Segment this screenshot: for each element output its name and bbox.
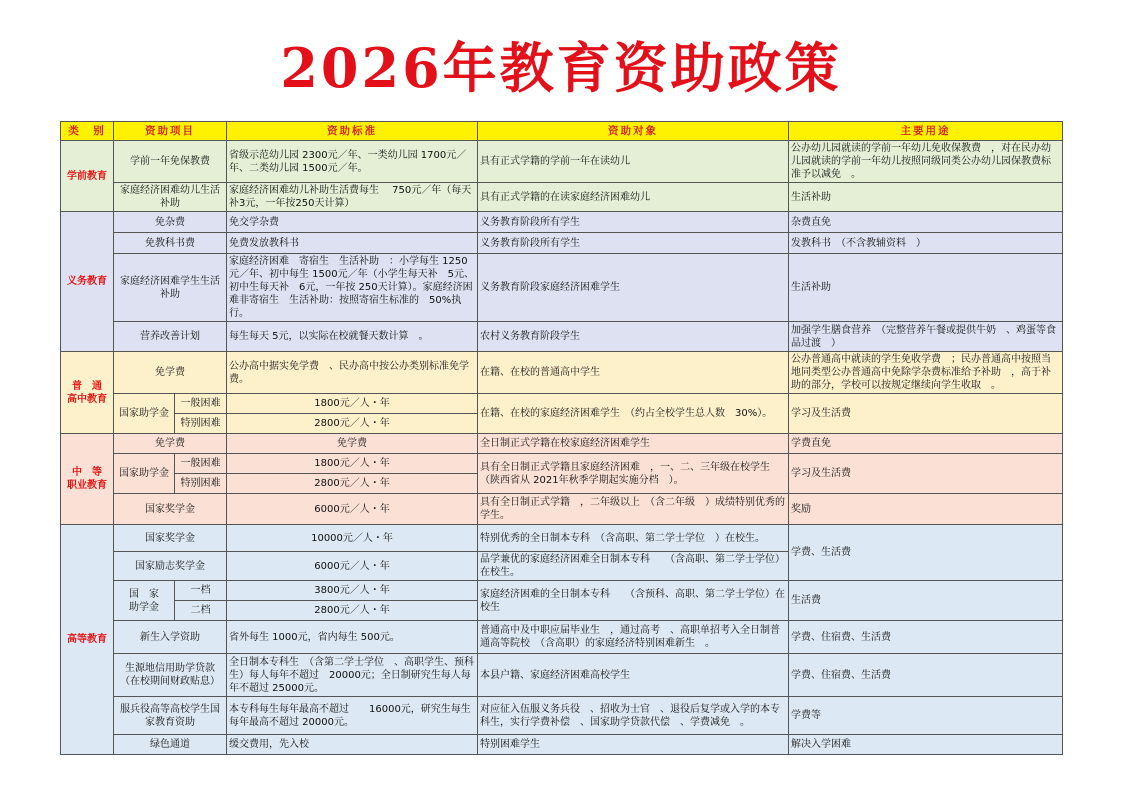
table-row	[61, 212, 1063, 233]
item-cell: 服兵役高等高校学生国家教育资助	[114, 697, 227, 735]
usage-cell: 学习及生活费	[789, 454, 1063, 494]
item-cell: 绿色通道	[114, 735, 227, 755]
level-cell: 一般困难	[175, 454, 227, 474]
usage-cell: 生活补助	[789, 183, 1063, 212]
table-row	[61, 654, 1063, 697]
usage-cell: 学费、住宿费、生活费	[789, 621, 1063, 654]
header-category: 类 别	[61, 122, 114, 141]
item-cell: 国家励志奖学金	[114, 552, 227, 581]
usage-cell: 奖励	[789, 494, 1063, 525]
standard-cell: 每生每天 5元，以实际在校就餐天数计算 。	[227, 322, 478, 352]
standard-cell: 2800元／人・年	[227, 601, 478, 621]
standard-cell: 6000元／人・年	[227, 494, 478, 525]
policy-table	[60, 121, 1063, 755]
table-row	[61, 322, 1063, 352]
target-cell: 家庭经济困难的全日制本专科 （含预科、高职、第二学士学位）在校生	[478, 581, 789, 621]
standard-cell: 免学费	[227, 434, 478, 454]
usage-cell: 学费等	[789, 697, 1063, 735]
item-cell: 国家奖学金	[114, 494, 227, 525]
target-cell: 品学兼优的家庭经济困难全日制本专科 （含高职、第二学士学位）在校生。	[478, 552, 789, 581]
header-target: 资助对象	[478, 122, 789, 141]
target-cell: 具有正式学籍的在读家庭经济困难幼儿	[478, 183, 789, 212]
usage-cell: 生活费	[789, 581, 1063, 621]
item-cell: 国家助学金	[114, 454, 175, 494]
target-cell: 义务教育阶段所有学生	[478, 233, 789, 254]
usage-cell: 公办普通高中就读的学生免收学费 ；民办普通高中按照当地同类型公办普通高中免除学杂费标准给予补助 ，高于补助的部分，学校可以按规定继续向学生收取 。	[789, 352, 1063, 394]
table-row	[61, 454, 1063, 474]
standard-cell: 免交学杂费	[227, 212, 478, 233]
level-cell: 一档	[175, 581, 227, 601]
standard-cell: 本专科每生每年最高不超过 16000元，研究生每生每年最高不超过 20000元。	[227, 697, 478, 735]
table-row	[61, 233, 1063, 254]
table-row	[61, 352, 1063, 394]
table-row	[61, 434, 1063, 454]
category-higher: 高等教育	[61, 525, 114, 755]
standard-cell: 公办高中据实免学费 、民办高中按公办类别标准免学费。	[227, 352, 478, 394]
item-cell: 学前一年免保教费	[114, 141, 227, 183]
usage-cell: 学费、生活费	[789, 525, 1063, 581]
usage-cell: 解决入学困难	[789, 735, 1063, 755]
target-cell: 义务教育阶段所有学生	[478, 212, 789, 233]
item-cell: 免学费	[114, 434, 227, 454]
table-row	[61, 141, 1063, 183]
target-cell: 具有正式学籍的学前一年在读幼儿	[478, 141, 789, 183]
target-cell: 本县户籍、家庭经济困难高校学生	[478, 654, 789, 697]
table-row	[61, 581, 1063, 601]
standard-cell: 省级示范幼儿园 2300元／年、一类幼儿园 1700元／年、二类幼儿园 1500元／年。	[227, 141, 478, 183]
target-cell: 在籍、在校的普通高中学生	[478, 352, 789, 394]
target-cell: 全日制正式学籍在校家庭经济困难学生	[478, 434, 789, 454]
page-title: 2026年教育资助政策	[280, 36, 842, 100]
category-vocational: 中 等 职业教育	[61, 434, 114, 525]
usage-cell: 公办幼儿园就读的学前一年幼儿免收保教费 ，对在民办幼儿园就读的学前一年幼儿按照同级同类公办幼儿园保教费标准予以减免 。	[789, 141, 1063, 183]
standard-cell: 缓交费用，先入校	[227, 735, 478, 755]
header-row	[61, 122, 1063, 141]
standard-cell: 2800元／人・年	[227, 414, 478, 434]
standard-cell: 家庭经济困难 寄宿生 生活补助 ：小学每生 1250元／年、初中每生 1500元／年（小学生每天补 5元、初中生每天补 6元，一年按 250天计算）。家庭经济困难非寄宿生 生活补助：按照寄宿生标准的 50%执行。	[227, 254, 478, 322]
usage-cell: 学费、住宿费、生活费	[789, 654, 1063, 697]
target-cell: 普通高中及中职应届毕业生 ，通过高考 、高职单招考入全日制普通高等院校 （含高职）的家庭经济特别困难新生 。	[478, 621, 789, 654]
target-cell: 对应征入伍服义务兵役 、招收为士官 、退役后复学或入学的本专科生，实行学费补偿 、国家助学贷款代偿 、学费减免 。	[478, 697, 789, 735]
usage-cell: 学费直免	[789, 434, 1063, 454]
level-cell: 特别困难	[175, 414, 227, 434]
item-cell: 新生入学资助	[114, 621, 227, 654]
table-row	[61, 494, 1063, 525]
standard-cell: 3800元／人・年	[227, 581, 478, 601]
table-row	[61, 697, 1063, 735]
table-row	[61, 735, 1063, 755]
usage-cell: 加强学生膳食营养 （完整营养午餐或提供牛奶 、鸡蛋等食品过渡 ）	[789, 322, 1063, 352]
item-cell: 免教科书费	[114, 233, 227, 254]
target-cell: 农村义务教育阶段学生	[478, 322, 789, 352]
item-cell: 营养改善计划	[114, 322, 227, 352]
target-cell: 具有全日制正式学籍 ，二年级以上 （含二年级 ）成绩特别优秀的学生。	[478, 494, 789, 525]
standard-cell: 10000元／人・年	[227, 525, 478, 552]
standard-cell: 省外每生 1000元，省内每生 500元。	[227, 621, 478, 654]
standard-cell: 1800元／人・年	[227, 394, 478, 414]
item-cell: 免学费	[114, 352, 227, 394]
table-row	[61, 183, 1063, 212]
table-row	[61, 525, 1063, 552]
item-cell: 国家助学金	[114, 394, 175, 434]
header-standard: 资助标准	[227, 122, 478, 141]
table-row	[61, 254, 1063, 322]
standard-cell: 全日制本专科生 （含第二学士学位 、高职学生、预科生）每人每年不超过 20000元；全日制研究生每人每年不超过 25000元。	[227, 654, 478, 697]
category-high-school: 普 通 高中教育	[61, 352, 114, 434]
usage-cell: 发教科书 （不含教辅资料 ）	[789, 233, 1063, 254]
standard-cell: 家庭经济困难幼儿补助生活费每生 750元／年（每天补3元，一年按250天计算）	[227, 183, 478, 212]
item-cell: 家庭经济困难幼儿生活补助	[114, 183, 227, 212]
standard-cell: 免费发放教科书	[227, 233, 478, 254]
level-cell: 特别困难	[175, 474, 227, 494]
item-cell: 生源地信用助学贷款（在校期间财政贴息）	[114, 654, 227, 697]
usage-cell: 杂费直免	[789, 212, 1063, 233]
standard-cell: 2800元／人・年	[227, 474, 478, 494]
item-cell: 免杂费	[114, 212, 227, 233]
target-cell: 特别优秀的全日制本专科 （含高职、第二学士学位 ）在校生。	[478, 525, 789, 552]
item-cell: 家庭经济困难学生生活补助	[114, 254, 227, 322]
standard-cell: 1800元／人・年	[227, 454, 478, 474]
target-cell: 在籍、在校的家庭经济困难学生 （约占全校学生总人数 30%）。	[478, 394, 789, 434]
target-cell: 义务教育阶段家庭经济困难学生	[478, 254, 789, 322]
usage-cell: 学习及生活费	[789, 394, 1063, 434]
category-preschool: 学前教育	[61, 141, 114, 212]
level-cell: 一般困难	[175, 394, 227, 414]
item-cell: 国家奖学金	[114, 525, 227, 552]
header-usage: 主要用途	[789, 122, 1063, 141]
table-row	[61, 621, 1063, 654]
item-cell: 国 家 助学金	[114, 581, 175, 621]
header-item: 资助项目	[114, 122, 227, 141]
usage-cell: 生活补助	[789, 254, 1063, 322]
standard-cell: 6000元／人・年	[227, 552, 478, 581]
level-cell: 二档	[175, 601, 227, 621]
target-cell: 具有全日制正式学籍且家庭经济困难 ，一、二、三年级在校学生（陕西省从 2021年秋季学期起实施分档 ）。	[478, 454, 789, 494]
category-compulsory: 义务教育	[61, 212, 114, 352]
target-cell: 特别困难学生	[478, 735, 789, 755]
table-row	[61, 394, 1063, 414]
